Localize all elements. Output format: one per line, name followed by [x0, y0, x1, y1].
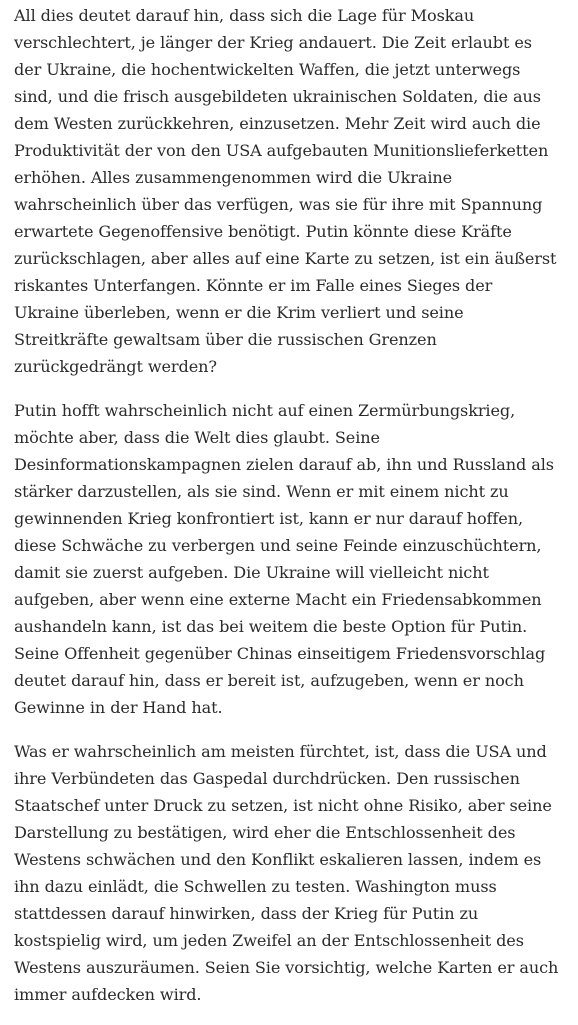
article-paragraph-1: All dies deutet darauf hin, dass sich die Lage für Moskau verschlechtert, je länger der Krieg andauert. Die Zeit erlaubt es der Ukraine, die hochentwickelten Waffen, die jetzt unterwegs sind, und die frisch ausgebildeten ukrainischen Soldaten, die aus dem Westen zurückkehren, einzusetzen. Mehr Zeit wird auch die Produktivität der von den USA aufgebauten Munitionslieferketten erhöhen. Alles zusammengenommen wird die Ukraine wahrscheinlich über das verfügen, was sie für ihre mit Spannung erwartete Gegenoffensive benötigt. Putin könnte diese Kräfte zurückschlagen, aber alles auf eine Karte zu setzen, ist ein äußerst riskantes Unterfangen. Könnte er im Falle eines Sieges der Ukraine überleben, wenn er die Krim verliert und seine Streitkräfte gewaltsam über die russischen Grenzen zurückgedrängt werden?	[14, 6, 557, 376]
article-paragraph-2: Putin hofft wahrscheinlich nicht auf einen Zermürbungskrieg, möchte aber, dass die Welt dies glaubt. Seine Desinformationskampagnen zielen darauf ab, ihn und Russland als stärker darzustellen, als sie sind. Wenn er mit einem nicht zu gewinnenden Krieg konfrontiert ist, kann er nur darauf hoffen, diese Schwäche zu verbergen und seine Feinde einzuschüchtern, damit sie zuerst aufgeben. Die Ukraine will vielleicht nicht aufgeben, aber wenn eine externe Macht ein Friedensabkommen aushandeln kann, ist das bei weitem die beste Option für Putin. Seine Offenheit gegenüber Chinas einseitigem Friedensvorschlag deutet darauf hin, dass er bereit ist, aufzugeben, wenn er noch Gewinne in der Hand hat.	[14, 401, 554, 717]
article-paragraph-3: Was er wahrscheinlich am meisten fürchtet, ist, dass die USA und ihre Verbündeten das Gaspedal durchdrücken. Den russischen Staatschef unter Druck zu setzen, ist nicht ohne Risiko, aber seine Darstellung zu bestätigen, wird eher die Entschlossenheit des Westens schwächen und den Konflikt eskalieren lassen, indem es ihn dazu einlädt, die Schwellen zu testen. Washington muss stattdessen darauf hinwirken, dass der Krieg für Putin zu kostspielig wird, um jeden Zweifel an der Entschlossenheit des Westens auszuräumen. Seien Sie vorsichtig, welche Karten er auch immer aufdecken wird.	[14, 742, 559, 1004]
article-body	[14, 2, 559, 1025]
